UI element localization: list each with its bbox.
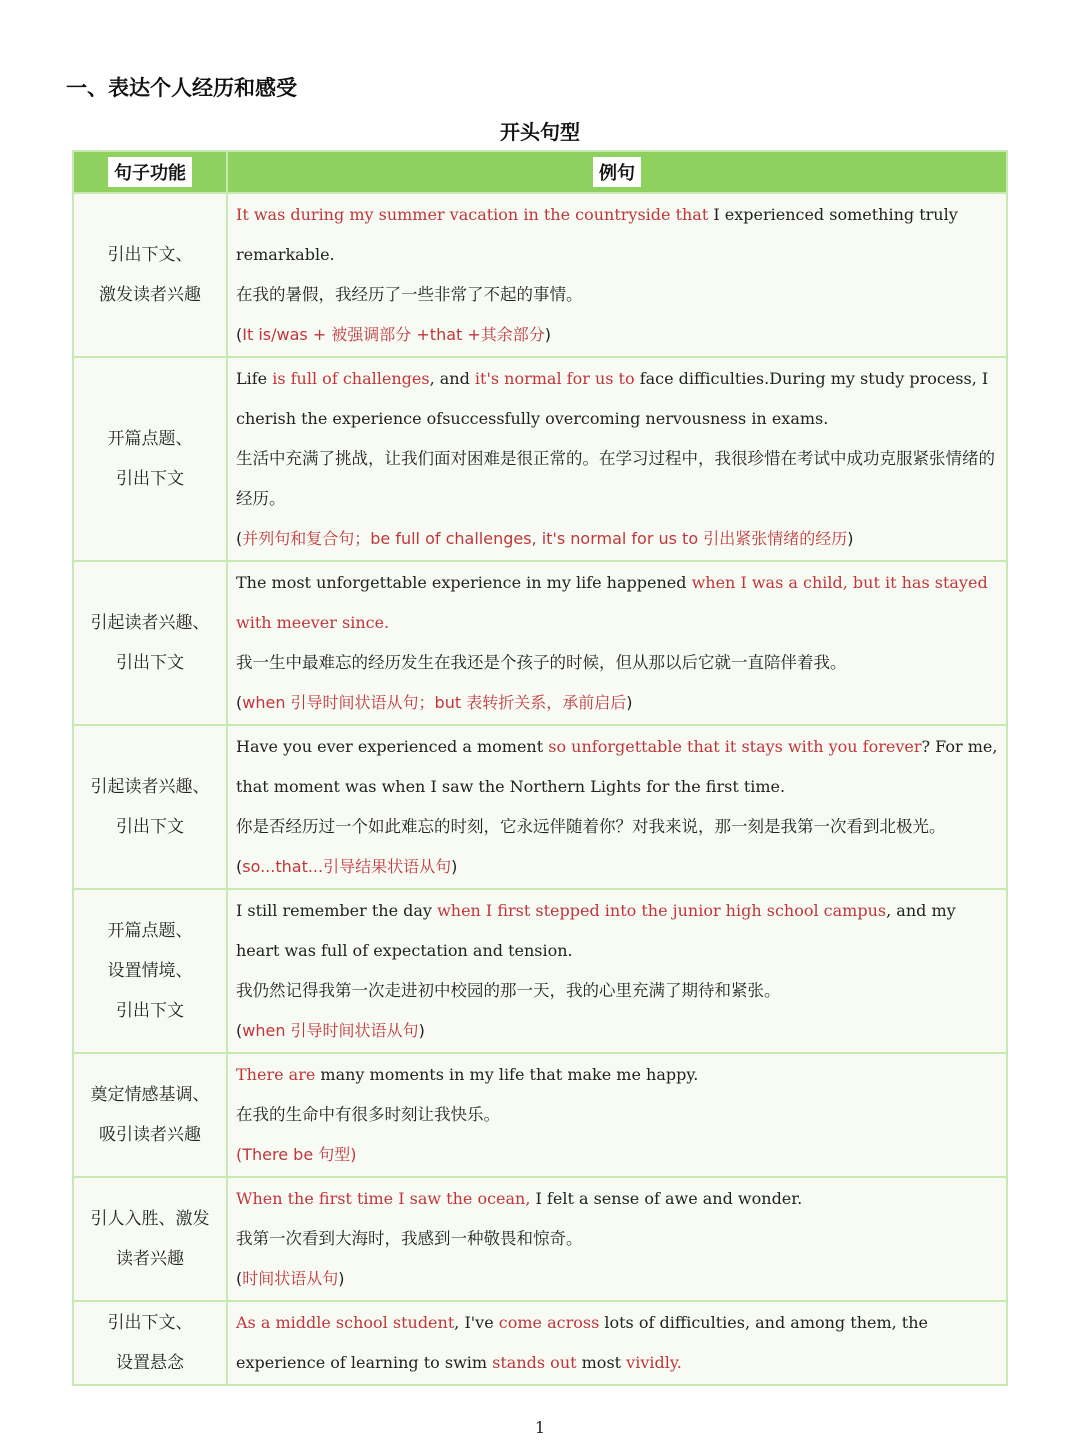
function-label: 引起读者兴趣、: [90, 613, 210, 633]
chinese-translation: 我仍然记得我第一次走进初中校园的那一天，我的心里充满了期待和紧张。: [236, 981, 781, 1000]
highlighted-phrase: It was during my summer vacation in the countryside that: [236, 205, 709, 224]
grammar-note: [236, 519, 998, 559]
table-row: [73, 1053, 1007, 1177]
example-cell: [227, 1301, 1007, 1385]
example-cell: [227, 725, 1007, 889]
example-cell: [227, 1177, 1007, 1301]
chinese-translation: 生活中充满了挑战，让我们面对困难是很正常的。在学习过程中，我很珍惜在考试中成功克服紧张情绪的经历。: [236, 449, 995, 508]
function-label: 引出下文、: [107, 245, 193, 265]
note-text: (: [236, 1021, 243, 1040]
table-header-row: [73, 151, 1007, 193]
english-example: [236, 195, 998, 275]
note-text: ): [544, 325, 552, 344]
example-text: , and: [429, 369, 475, 388]
note-highlight: It is/was + 被强调部分 +that +其余部分: [242, 325, 545, 344]
note-text: (: [236, 325, 243, 344]
note-text: ): [418, 1021, 425, 1040]
highlighted-phrase: stands out: [492, 1353, 577, 1372]
highlighted-phrase: vividly.: [626, 1353, 682, 1372]
function-cell: [73, 1053, 227, 1177]
english-example: [236, 727, 998, 807]
example-text: many moments in my life that make me happy.: [315, 1065, 699, 1084]
highlighted-phrase: when I first stepped into the junior high school campus: [437, 901, 887, 920]
note-highlight: so...that...引导结果状语从句: [242, 857, 452, 876]
grammar-note: [236, 847, 998, 887]
function-cell: [73, 561, 227, 725]
function-label: 开篇点题、: [107, 429, 193, 449]
chinese-translation: 我一生中最难忘的经历发生在我还是个孩子的时候，但从那以后它就一直陪伴着我。: [236, 653, 847, 672]
english-example: [236, 1303, 998, 1383]
function-cell: [73, 889, 227, 1053]
note-highlight: 并列句和复合句；be full of challenges, it's normal for us to 引出紧张情绪的经历: [242, 529, 848, 548]
english-example: [236, 1179, 998, 1219]
note-text: ): [338, 1269, 345, 1288]
example-text: Have you ever experienced a moment: [236, 737, 549, 756]
note-text: ): [626, 693, 633, 712]
function-label: 开篇点题、: [107, 921, 193, 941]
english-example: [236, 1055, 998, 1095]
example-cell: [227, 561, 1007, 725]
example-text: The most unforgettable experience in my life happened: [236, 573, 692, 592]
example-text: lots of difficulties, and among them, the experience of learning to swim: [236, 1313, 929, 1372]
header-function-label: 句子功能: [108, 157, 192, 187]
note-text: (: [236, 693, 243, 712]
function-cell: [73, 1177, 227, 1301]
example-text: , I've: [454, 1313, 499, 1332]
grammar-note: [236, 683, 998, 723]
function-cell: [73, 193, 227, 357]
table-row: [73, 1301, 1007, 1385]
note-highlight: when 引导时间状语从句: [242, 1021, 419, 1040]
example-text: I felt a sense of awe and wonder.: [530, 1189, 803, 1208]
function-label: 奠定情感基调、: [90, 1085, 210, 1105]
function-label: 引出下文: [116, 817, 184, 837]
example-text: ? For me, that moment was when I saw the Northern Lights for the first time.: [236, 737, 998, 796]
note-text: (: [236, 529, 243, 548]
example-text: I experienced something truly remarkable.: [236, 205, 958, 264]
highlighted-phrase: When the first time I saw the ocean,: [236, 1189, 531, 1208]
function-label: 引出下文: [116, 469, 184, 489]
function-cell: [73, 1301, 227, 1385]
example-text: most: [576, 1353, 627, 1372]
note-highlight: 时间状语从句: [242, 1269, 339, 1288]
function-label: 引出下文: [116, 653, 184, 673]
table-row: [73, 1177, 1007, 1301]
example-text: Life: [236, 369, 273, 388]
example-cell: [227, 357, 1007, 561]
highlighted-phrase: so unforgettable that it stays with you forever: [548, 737, 922, 756]
english-example: [236, 359, 998, 439]
example-text: I still remember the day: [236, 901, 438, 920]
header-example: [227, 151, 1007, 193]
chinese-translation: 在我的暑假，我经历了一些非常了不起的事情。: [236, 285, 583, 304]
chinese-translation: 我第一次看到大海时，我感到一种敬畏和惊奇。: [236, 1229, 583, 1248]
highlighted-phrase: come across: [498, 1313, 600, 1332]
table-title: 开头句型: [500, 120, 580, 144]
english-example: [236, 563, 998, 643]
function-label: 设置悬念: [116, 1353, 184, 1373]
table-row: [73, 725, 1007, 889]
example-cell: [227, 193, 1007, 357]
function-label: 吸引读者兴趣: [99, 1125, 201, 1145]
example-text: , and my heart was full of expectation and tension.: [236, 901, 956, 960]
page-number: 1: [534, 1418, 546, 1437]
header-example-label: 例句: [593, 157, 641, 187]
function-label: 引人入胜、激发: [90, 1209, 210, 1229]
example-text: face difficulties.During my study process, I cherish the experience ofsuccessfully overcoming nervousness in exams.: [236, 369, 989, 428]
note-highlight: (There be 句型): [236, 1145, 357, 1164]
note-text: (: [236, 1269, 243, 1288]
example-cell: [227, 1053, 1007, 1177]
note-highlight: when 引导时间状语从句；but 表转折关系，承前启后: [242, 693, 627, 712]
function-label: 引出下文、: [107, 1313, 193, 1333]
grammar-note: [236, 315, 998, 355]
grammar-note: [236, 1135, 998, 1175]
function-label: 设置情境、: [107, 961, 193, 981]
chinese-translation: 在我的生命中有很多时刻让我快乐。: [236, 1105, 500, 1124]
note-text: ): [451, 857, 458, 876]
table-row: [73, 357, 1007, 561]
grammar-note: [236, 1011, 998, 1051]
example-cell: [227, 889, 1007, 1053]
chinese-translation: 你是否经历过一个如此难忘的时刻，它永远伴随着你？对我来说，那一刻是我第一次看到北极光。: [236, 817, 946, 836]
grammar-note: [236, 1259, 998, 1299]
function-label: 读者兴趣: [116, 1249, 184, 1269]
highlighted-phrase: As a middle school student: [236, 1313, 455, 1332]
highlighted-phrase: There are: [236, 1065, 316, 1084]
table-row: [73, 193, 1007, 357]
highlighted-phrase: when I was a child, but it has stayed with meever since.: [236, 573, 988, 632]
header-function: [73, 151, 227, 193]
highlighted-phrase: is full of challenges: [272, 369, 430, 388]
table-row: [73, 561, 1007, 725]
english-example: [236, 891, 998, 971]
note-text: ): [847, 529, 854, 548]
function-label: 激发读者兴趣: [99, 285, 201, 305]
section-title: 一、表达个人经历和感受: [66, 76, 297, 100]
function-label: 引起读者兴趣、: [90, 777, 210, 797]
function-cell: [73, 357, 227, 561]
table-row: [73, 889, 1007, 1053]
function-label: 引出下文: [116, 1001, 184, 1021]
function-cell: [73, 725, 227, 889]
note-text: (: [236, 857, 243, 876]
sentence-pattern-table: [72, 150, 1008, 1386]
highlighted-phrase: it's normal for us to: [474, 369, 635, 388]
table-body: [73, 193, 1007, 1385]
